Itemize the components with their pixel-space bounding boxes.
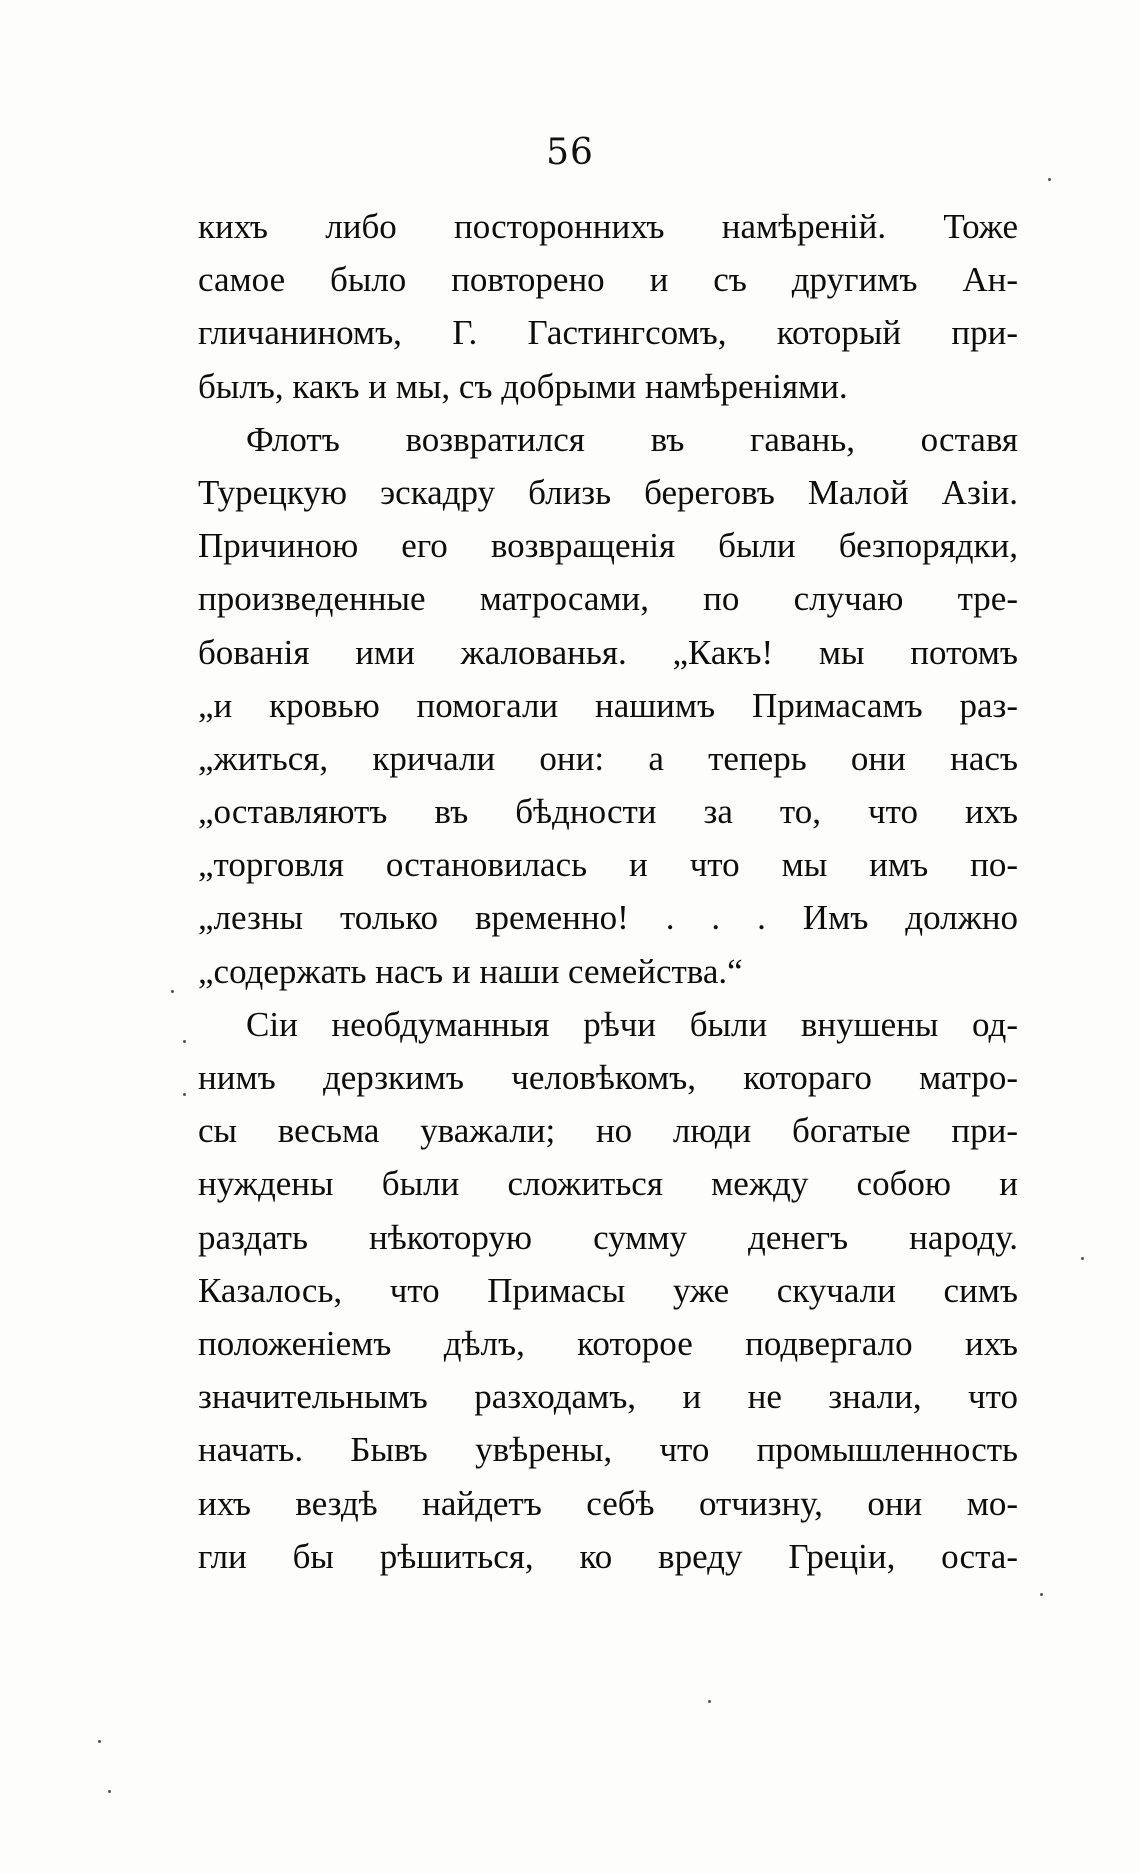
text-line: Флотъ возвратился въ гавань, оставя [246,419,1018,459]
paragraph-3 [198,998,1018,1583]
text-line: положеніемъ дѣлъ, которое подвергало ихъ [198,1323,1018,1363]
text-line: значительнымъ разходамъ, и не знали, что [198,1377,1018,1417]
text-line: раздать нѣкоторую сумму денегъ народу. [198,1217,1018,1257]
text-line: „и кровью помогали нашимъ Примасамъ раз- [198,685,1018,725]
speck [1081,1257,1084,1260]
text-line: сы весьма уважали; но люди богатые при- [198,1111,1018,1151]
text-line: Причиною его возвращенія были безпорядки, [198,526,1018,566]
text-line: ихъ вездѣ найдетъ себѣ отчизну, они мо- [198,1483,1018,1523]
speck [1048,178,1051,181]
text-line: „житься, кричали они: а теперь они насъ [198,738,1018,778]
speck [98,1740,101,1743]
text-line: Сіи необдуманныя рѣчи были внушены од- [246,1004,1018,1044]
text-line: нуждены были сложиться между собою и [198,1164,1018,1204]
speck [171,990,174,993]
text-line: „торговля остановилась и что мы имъ по- [198,845,1018,885]
speck [1040,1593,1043,1596]
text-line: былъ, какъ и мы, съ добрыми намѣреніями. [198,366,848,406]
speck [108,1790,111,1793]
speck [708,1700,711,1703]
text-line: самое было повторено и съ другимъ Ан- [198,260,1018,300]
text-line: „лезны только временно! . . . Имъ должно [198,898,1018,938]
page-number: 56 [546,132,594,173]
text-line: произведенные матросами, по случаю тре- [198,579,1018,619]
paragraph-1 [198,200,1018,413]
speck [183,1093,186,1096]
text-line: начать. Бывъ увѣрены, что промышленность [198,1430,1018,1470]
text-line: Казалось, что Примасы уже скучали симъ [198,1270,1018,1310]
paragraph-2 [198,413,1018,998]
text-line: нимъ дерзкимъ человѣкомъ, котораго матро- [198,1058,1018,1097]
text-line: гли бы рѣшиться, ко вреду Греціи, оста- [198,1536,1018,1576]
body-text [198,200,1018,1583]
text-line: кихъ либо постороннихъ намѣреній. Тоже [198,207,1018,246]
text-line: гличаниномъ, Г. Гастингсомъ, который при- [198,313,1018,353]
speck [183,1040,186,1043]
text-line: „содержать насъ и наши семейства.“ [198,951,743,991]
text-line: бованія ими жалованья. „Какъ! мы потомъ [198,632,1018,672]
text-line: Турецкую эскадру близь береговъ Малой Азіи. [198,472,1018,512]
text-line: „оставляютъ въ бѣдности за то, что ихъ [198,792,1018,832]
